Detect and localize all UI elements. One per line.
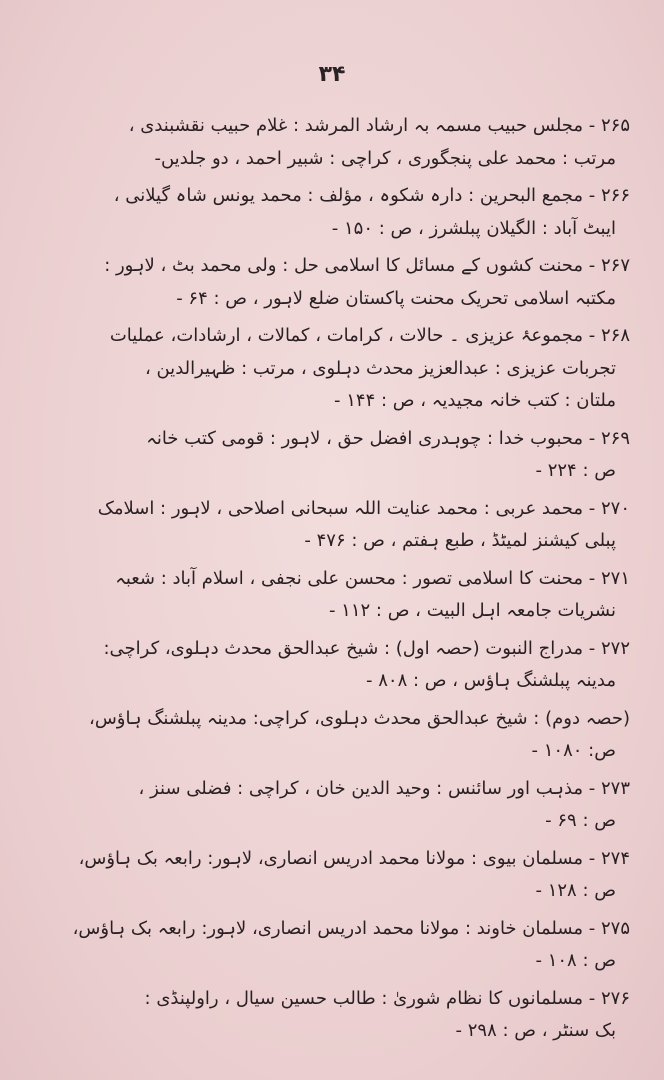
- entry-271: [30, 563, 630, 628]
- entry-268: [30, 320, 630, 418]
- entry-line: پبلی کیشنز لمیٹڈ ، طبع ہفتم ، ص : ۴۷۶ -: [304, 530, 616, 551]
- bibliography-list: [30, 110, 630, 1053]
- entry-line: ص : ۶۹ -: [545, 810, 616, 831]
- entry-line: مرتب : محمد علی پنجگوری ، کراچی : شبیر احمد ، دو جلدیں-: [154, 147, 616, 169]
- entry-272: [30, 633, 630, 698]
- entry-line: ملتان : کتب خانہ مجیدیہ ، ص : ۱۴۴ -: [334, 390, 616, 411]
- entry-line: ایبٹ آباد : الگیلان پبلشرز ، ص : ۱۵۰ -: [331, 217, 616, 239]
- entry-line: ۲۶۹ - محبوب خدا : چوہدری افضل حق ، لاہور : قومی کتب خانہ: [146, 427, 630, 449]
- entry-line: ۲۶۷ - محنت کشوں کے مسائل کا اسلامی حل : ولی محمد بٹ ، لاہور :: [104, 255, 630, 276]
- entry-line: ۲۷۰ - محمد عربی : محمد عنایت اللہ سبحانی اصلاحی ، لاہور : اسلامک: [97, 497, 630, 519]
- entry-273: [30, 773, 630, 838]
- entry-269: [30, 423, 630, 488]
- entry-line: ۲۶۵ - مجلس حبیب مسمہ بہ ارشاد المرشد : غلام حبیب نقشبندی ،: [128, 115, 630, 136]
- entry-line: ۲۷۵ - مسلمان خاوند : مولانا محمد ادریس انصاری، لاہور: رابعہ بک ہاؤس،: [72, 917, 630, 939]
- entry-line: ۲۶۶ - مجمع البحرین : دارہ شکوہ ، مؤلف : محمد یونس شاہ گیلانی ،: [113, 185, 630, 206]
- entry-276: [30, 983, 630, 1048]
- entry-265: [30, 110, 630, 175]
- entry-line: تجربات عزیزی : عبدالعزیز محدث دہلوی ، مرتب : ظہیرالدین ،: [144, 357, 616, 379]
- entry-line: ص : ۲۲۴ -: [535, 460, 616, 481]
- entry-line: مکتبہ اسلامی تحریک محنت پاکستان ضلع لاہور ، ص : ۶۴ -: [176, 287, 616, 309]
- entry-line: نشریات جامعہ اہل البیت ، ص : ۱۱۲ -: [328, 600, 616, 621]
- entry-275: [30, 913, 630, 978]
- entry-line: ۲۷۳ - مذہب اور سائنس : وحید الدین خان ، کراچی : فضلی سنز ،: [138, 777, 630, 799]
- entry-line: ۲۷۴ - مسلمان بیوی : مولانا محمد ادریس انصاری، لاہور: رابعہ بک ہاؤس،: [78, 847, 630, 869]
- entry-line: ۲۶۸ - مجموعۂ عزیزی ۔ حالات ، کرامات ، کمالات ، ارشادات، عملیات: [109, 325, 630, 346]
- entry-267: [30, 250, 630, 315]
- page-number: ۳۴: [318, 62, 346, 87]
- entry-line: (حصہ دوم) : شیخ عبدالحق محدث دہلوی، کراچی: مدینہ پبلشنگ ہاؤس،: [89, 707, 630, 729]
- entry-270: [30, 493, 630, 558]
- entry-line: ص: ۱۰۸۰ -: [531, 740, 616, 761]
- entry-line: ۲۷۱ - محنت کا اسلامی تصور : محسن علی نجفی ، اسلام آباد : شعبہ: [115, 567, 630, 589]
- entry-line: ص : ۱۰۸ -: [535, 950, 616, 971]
- entry-line: ۲۷۲ - مدراج النبوت (حصہ اول) : شیخ عبدالحق محدث دہلوی، کراچی:: [103, 637, 630, 659]
- entry-line: مدینہ پبلشنگ ہاؤس ، ص : ۸۰۸ -: [366, 670, 616, 691]
- entry-272-part-2: [30, 703, 630, 768]
- entry-line: ۲۷۶ - مسلمانوں کا نظام شوریٰ : طالب حسین سیال ، راولپنڈی :: [144, 987, 630, 1009]
- entry-line: ص : ۱۲۸ -: [535, 880, 616, 901]
- entry-274: [30, 843, 630, 908]
- entry-266: [30, 180, 630, 245]
- entry-line: بک سنٹر ، ص : ۲۹۸ -: [455, 1020, 616, 1041]
